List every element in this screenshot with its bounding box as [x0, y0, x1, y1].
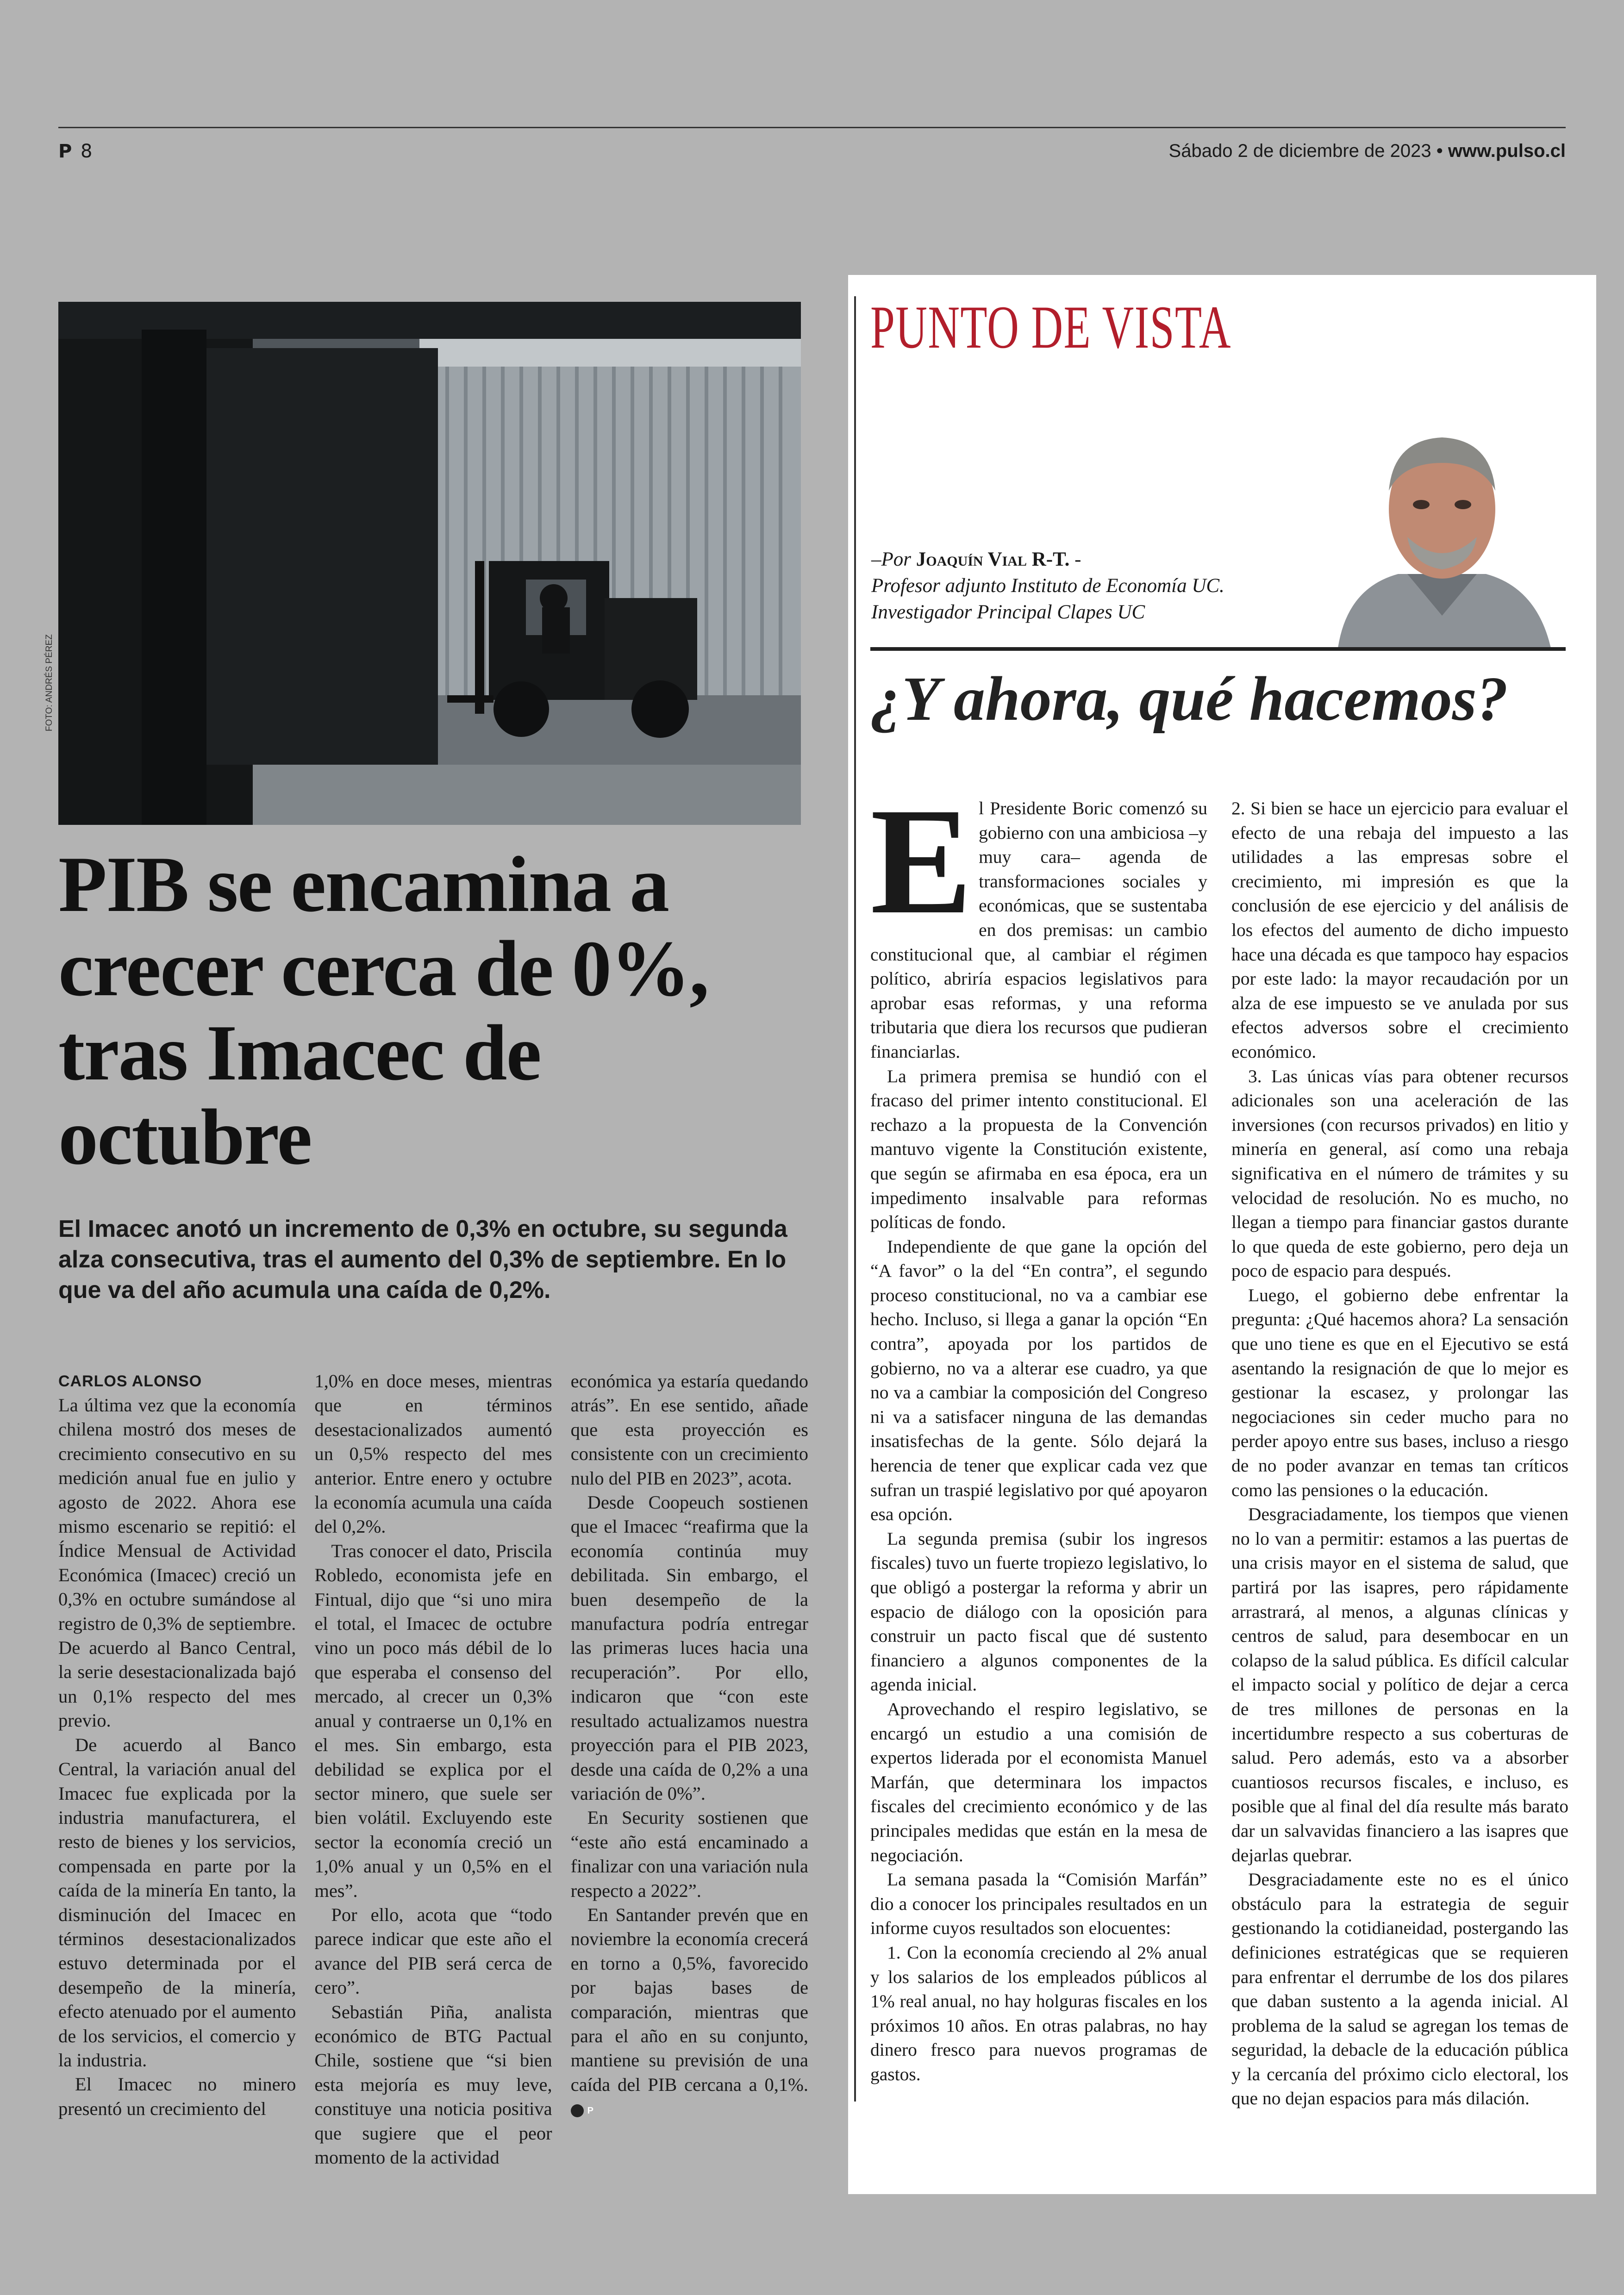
article-photo: [58, 302, 801, 825]
article-column-2: [314, 1369, 552, 2168]
site-link[interactable]: www.pulso.cl: [1448, 141, 1566, 161]
article-author: CARLOS ALONSO: [58, 1372, 202, 1390]
author-affiliation-1: Profesor adjunto Instituto de Economía UC.: [871, 575, 1224, 597]
byline-prefix: –Por: [871, 549, 911, 570]
paragraph: La última vez que la economía chilena mostró dos meses de crecimiento consecutivo en su medición anual fue en julio y agosto de 2022. Ahora ese mismo escenario se repitió: el Índice Mensual de Actividad Económica (Imacec) creció un 0,3% en octubre sumándose al registro de 0,3% de septiembre. De acuerdo al Banco Central, la serie desestacionalizada bajó un 0,1% respecto del mes previo.: [58, 1395, 296, 1731]
author-affiliation-2: Investigador Principal Clapes UC: [871, 601, 1145, 623]
paragraph: 3. Las únicas vías para obtener recursos adicionales son una aceleración de las inversiones (con recursos privados) en litio y minería en general, así como una rebaja significativa en el número de trámites y su velocidad de resolución. No es mucho, no llegan a tiempo para financiar gastos durante lo que queda de este gobierno, pero deja un poco de espacio para después.: [1231, 1066, 1568, 1281]
paragraph: La primera premisa se hundió con el fracaso del primer intento constitucional. El rechazo a la propuesta de la Convención mantuvo vigente la Constitución existente, que según se afirmaba en esa época, era un impedimento insalvable para reformas políticas de fondo.: [870, 1066, 1207, 1233]
issue-date: Sábado 2 de diciembre de 2023: [1168, 141, 1431, 161]
paragraph: Aprovechando el respiro legislativo, se encargó un estudio a una comisión de expertos liderada por el economista Manuel Marfán, que determinara los impactos fiscales del crecimiento económico y de las principales medidas que están en la mesa de negociación.: [870, 1698, 1207, 1865]
article-body: [58, 1369, 808, 2168]
paragraph: 1. Con la economía creciendo al 2% anual y los salarios de los empleados públicos al 1% real anual, no hay holguras fiscales en los próximos 10 años. En otras palabras, no hay dinero fresco para nuevos programas de gastos.: [870, 1942, 1207, 2084]
opinion-column-1: [870, 777, 1207, 2176]
panel-divider: [854, 296, 856, 2102]
drop-cap: E: [870, 777, 973, 946]
paragraph: [870, 777, 1207, 1064]
paragraph: El Imacec no minero presentó un crecimiento del: [58, 2074, 296, 2119]
byline-line: [871, 546, 1325, 573]
opinion-body: [870, 777, 1568, 2176]
page-number-value: 8: [81, 141, 93, 162]
author-photo-icon: [1319, 421, 1565, 648]
paragraph: Sebastián Piña, analista económico de BTG Pactual Chile, sostiene que “si bien esta mejoría es muy leve, constituye una noticia positiva que sugiere que el peor momento de la actividad: [314, 2001, 552, 2168]
opinion-column-2: [1231, 796, 1568, 2176]
paragraph: Independiente de que gane la opción del “A favor” o la del “En contra”, el segundo proceso constitucional, no va a cambiar ese hecho. Incluso, si llega a ganar la opción “En contra”, apoyada por los partidos de gobierno, no va a alterar ese cuadro, ya que no va a cambiar la composición del Congreso ni va a satisfacer ninguna de las demandas insatisfechas de la gente. Sólo dejará la herencia de tener que explicar cada vez que sufran un traspié legislativo por qué apoyaron esa opción.: [870, 1236, 1207, 1525]
paragraph: La segunda premisa (subir los ingresos fiscales) tuvo un fuerte tropiezo legislativo, lo que obligó a postergar la reforma y abrir un espacio de diálogo con la oposición para construir un pacto fiscal que dé sustento financiero a algunos componentes de la agenda inicial.: [870, 1528, 1207, 1695]
article-headline: PIB se encamina a crecer cerca de 0%, tras Imacec de octubre: [58, 841, 709, 1181]
forklift-warehouse-photo: [58, 302, 801, 825]
pulso-logo-icon: P: [58, 141, 72, 162]
page-number: [58, 141, 93, 162]
photo-credit: FOTO: ANDRÉS PÉREZ: [44, 634, 54, 731]
article-lede: El Imacec anotó un incremento de 0,3% en octubre, su segunda alza consecutiva, tras el aumento del 0,3% de septiembre. En lo que va del año acumula una caída de 0,2%.: [58, 1216, 787, 1303]
paragraph: Desgraciadamente este no es el único obstáculo para la estrategia de seguir gestionando la cotidianeidad, postergando las definiciones estratégicas que se requieren para enfrentar el derrumbe de los dos pilares que daban sustento a la agenda inicial. Al problema de la salud se agregan los temas de seguridad, la debacle de la educación pública y la cercanía del próximo ciclo electoral, los que no dejan espacios para más dilación.: [1231, 1869, 1568, 2109]
article-column-1: [58, 1369, 296, 2165]
article-column-3: [571, 1369, 808, 2165]
end-mark-icon: P: [571, 2104, 584, 2117]
paragraph: Desde Coopeuch sostienen que el Imacec “reafirma que la economía continúa muy debilitada. Sin embargo, el buen desempeño de la manufactura podría entregar las primeras luces hacia una recuperación”. Por ello, indicaron que “con este resultado actualizamos nuestra proyección para el PIB 2023, desde una caída de 0,2% a una variación de 0%”.: [570, 1492, 808, 1804]
opinion-byline: [871, 546, 1325, 625]
opinion-title: ¿Y ahora, qué hacemos?: [870, 664, 1508, 734]
byline-suffix: -: [1074, 549, 1081, 570]
paragraph: [571, 1903, 808, 2121]
paragraph: 1,0% en doce meses, mientras que en términos desestacionalizados aumentó un 0,5% respecto del mes anterior. Entre enero y octubre la economía acumula una caída del 0,2%.: [314, 1371, 552, 1537]
header-rule: [58, 127, 1566, 128]
paragraph: Desgraciadamente, los tiempos que vienen no lo van a permitir: estamos a las puertas de una crisis mayor en el sistema de salud, que partirá por las isapres, pero rápidamente arrastrará, al menos, a algunas clínicas y centros de salud, para desembocar en un colapso de la salud pública. Es difícil calcular el impacto social y político de dejar a cerca de tres millones de personas en la incertidumbre respecto a sus coberturas de salud. Pero además, esto va a absorber cuantiosos recursos fiscales, e incluso, es posible que al final del día resulte más barato dar un salvavidas financiero a las isapres que dejarlas quebrar.: [1231, 1504, 1568, 1865]
paragraph: Luego, el gobierno debe enfrentar la pregunta: ¿Qué hacemos ahora? La sensación que uno tiene es que en el Ejecutivo se está asentando la resignación de que lo mejor es gestionar la escasez, y prolongar las negociaciones sin ceder mucho para no perder apoyo entre sus bases, incluso a riesgo de no poder avanzar en temas tan críticos como las pensiones o la educación.: [1231, 1285, 1568, 1500]
opinion-rule: [870, 647, 1566, 651]
dateline: [1169, 141, 1566, 162]
opinion-author: Joaquín Vial R-T.: [916, 549, 1070, 570]
paragraph: En Security sostienen que “este año está encaminado a finalizar con una variación nula respecto a 2022”.: [570, 1807, 808, 1901]
paragraph: Por ello, acota que “todo parece indicar que este año el avance del PIB será cerca de cero”.: [314, 1904, 552, 1998]
paragraph-text: l Presidente Boric comenzó su gobierno con una ambiciosa –y muy cara– agenda de transformaciones sociales y económicas, que se sustentaba en dos premisas: un cambio constitucional que, al cambiar el régimen político, abriría espacios legislativos para aprobar esas reformas, y una reforma tributaria que diera los recursos que pudieran financiarlas.: [870, 798, 1207, 1062]
paragraph: La semana pasada la “Comisión Marfán” dio a conocer los principales resultados en un informe cuyos resultados son elocuentes:: [870, 1869, 1207, 1939]
paragraph: De acuerdo al Banco Central, la variación anual del Imacec fue explicada por la industria manufacturera, el resto de bienes y los servicios, compensada en parte por la caída de la minería En tanto, la disminución del Imacec en términos desestacionalizados estuvo determinada por el desempeño de la minería, efecto atenuado por el aumento de los servicios, el comercio y la industria.: [58, 1734, 296, 2070]
dateline-separator: •: [1436, 141, 1443, 161]
paragraph: Tras conocer el dato, Priscila Robledo, economista jefe en Fintual, dijo que “si uno mira el total, el Imacec de octubre vino un poco más débil de lo que esperaba el consenso del mercado, al crecer un 0,3% anual y contraerse un 0,1% en el mes. Sin embargo, esta debilidad se explica por el sector minero, que suele ser bien volátil. Excluyendo este sector la economía creció un 1,0% anual y un 0,5% en el mes”.: [314, 1540, 552, 1901]
paragraph: económica ya estaría quedando atrás”. En ese sentido, añade que esta proyección es consistente con un crecimiento nulo del PIB en 2023”, acota.: [570, 1371, 808, 1489]
paragraph: 2. Si bien se hace un ejercicio para evaluar el efecto de una rebaja del impuesto a las utilidades a las empresas sobre el crecimiento, mi impresión es que la conclusión de ese ejercicio y del análisis de los efectos del aumento de dicho impuesto hace una década es que tampoco hay espacios por este lado: la mayor recaudación por un alza de ese impuesto se ve anulada por sus efectos adversos sobre el crecimiento económico.: [1231, 798, 1568, 1062]
section-title: PUNTO DE VISTA: [870, 293, 1231, 361]
paragraph-text: En Santander prevén que en noviembre la economía crecerá en torno a 0,5%, favorecido por bajas bases de comparación, mientras que para el año en su conjunto, mantiene su previsión de una caída del PIB cercana a 0,1%.: [570, 1904, 808, 2095]
author-portrait: [1319, 421, 1565, 648]
